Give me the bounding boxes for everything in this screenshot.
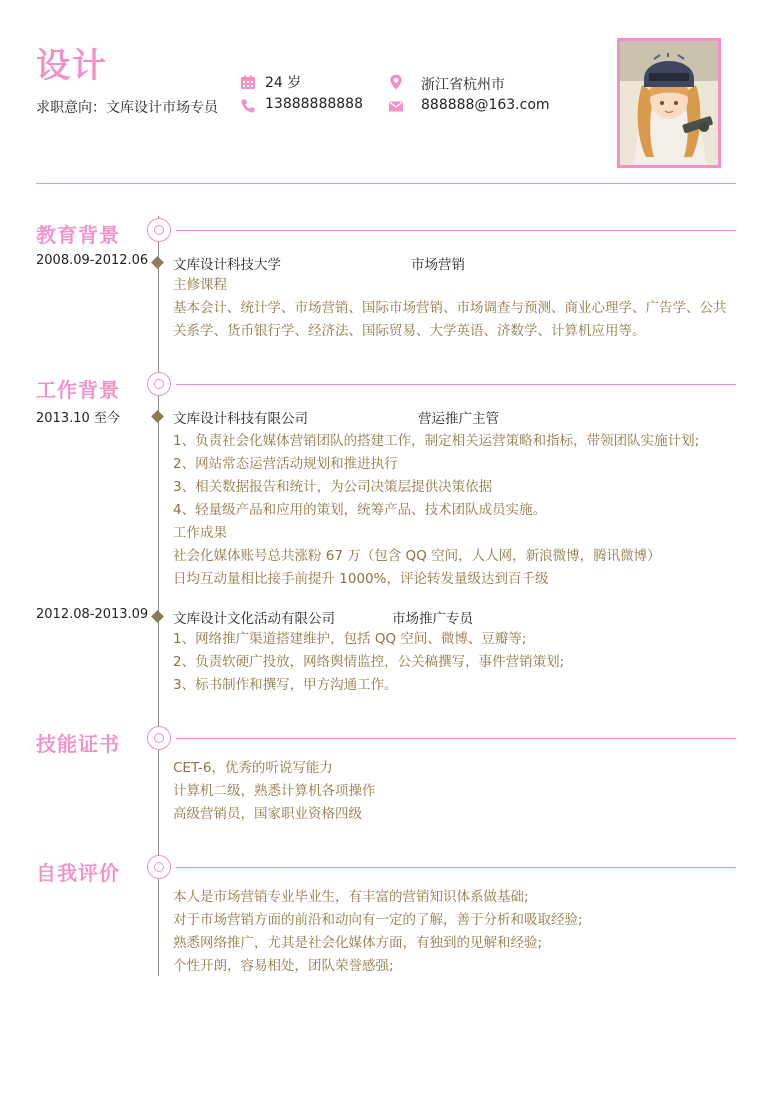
section-title-work: 工作背景 — [36, 378, 120, 402]
entry-date: 2013.10 至今 — [36, 411, 120, 426]
section-title-education: 教育背景 — [36, 223, 120, 247]
avatar-illustration — [620, 41, 718, 165]
entry-detail-line: 关系学、货币银行学、经济法、国际贸易、大学英语、济数学、计算机应用等。 — [173, 323, 646, 339]
section-divider-self — [176, 867, 736, 868]
section-marker-skills — [147, 726, 171, 750]
entry-detail-line: 2、负责软硬广投放，网络舆情监控，公关稿撰写，事件营销策划; — [173, 654, 565, 670]
header-divider — [36, 183, 736, 184]
entry-detail-line: 社会化媒体账号总共涨粉 67 万（包含 QQ 空间，人人网，新浪微博，腾讯微博） — [173, 548, 661, 564]
entry-date: 2012.08-2013.09 — [36, 607, 149, 622]
self-eval-line: 对于市场营销方面的前沿和动向有一定的了解，善于分析和吸取经验; — [173, 912, 583, 928]
section-marker-education — [147, 218, 171, 242]
age-text: 24 岁 — [265, 75, 302, 91]
section-divider-education — [176, 230, 736, 231]
profile-photo — [617, 38, 721, 168]
section-divider-skills — [176, 738, 736, 739]
self-eval-line: 个性开朗，容易相处，团队荣誉感强; — [173, 958, 394, 974]
entry-detail-line: 主修课程 — [173, 277, 227, 293]
phone-icon — [240, 98, 256, 114]
entry-marker — [151, 610, 164, 623]
entry-marker — [151, 410, 164, 423]
section-divider-work — [176, 384, 736, 385]
section-title-self: 自我评价 — [36, 861, 120, 885]
email-text: 888888@163.com — [421, 97, 550, 113]
resume-name: 设计 — [36, 46, 108, 86]
entry-detail-line: 4、轻量级产品和应用的策划，统筹产品、技术团队成员实施。 — [173, 502, 547, 518]
phone-text: 13888888888 — [265, 96, 363, 112]
entry-detail-line: 3、相关数据报告和统计，为公司决策层提供决策依据 — [173, 479, 493, 495]
entry-detail-line: 3、标书制作和撰写，甲方沟通工作。 — [173, 677, 398, 693]
section-marker-work — [147, 372, 171, 396]
entry-date: 2008.09-2012.06 — [36, 253, 149, 268]
entry-organization: 文库设计文化活动有限公司 — [173, 611, 335, 627]
entry-detail-line: 1、负责社会化媒体营销团队的搭建工作，制定相关运营策略和指标，带领团队实施计划; — [173, 433, 700, 449]
section-marker-self — [147, 855, 171, 879]
entry-marker — [151, 256, 164, 269]
entry-organization: 文库设计科技大学 — [173, 257, 281, 273]
skill-line: 计算机二级，熟悉计算机各项操作 — [173, 783, 376, 799]
entry-detail-line: 2、网站常态运营活动规划和推进执行 — [173, 456, 398, 472]
section-title-skills: 技能证书 — [36, 732, 120, 756]
entry-role: 营运推广主管 — [418, 411, 499, 427]
entry-organization: 文库设计科技有限公司 — [173, 411, 308, 427]
entry-role: 市场营销 — [411, 257, 465, 273]
entry-detail-line: 1、网络推广渠道搭建维护，包括 QQ 空间、微博、豆瓣等; — [173, 631, 527, 647]
self-eval-line: 本人是市场营销专业毕业生，有丰富的营销知识体系做基础; — [173, 889, 529, 905]
skill-line: 高级营销员，国家职业资格四级 — [173, 806, 362, 822]
calendar-icon — [240, 74, 256, 90]
entry-detail-line: 工作成果 — [173, 525, 227, 541]
entry-detail-line: 基本会计、统计学、市场营销、国际市场营销、市场调查与预测、商业心理学、广告学、公共 — [173, 300, 727, 316]
job-intent: 求职意向：文库设计市场专员 — [36, 100, 218, 116]
envelope-icon — [388, 98, 404, 114]
entry-role: 市场推广专员 — [392, 611, 473, 627]
self-eval-line: 熟悉网络推广，尤其是社会化媒体方面，有独到的见解和经验; — [173, 935, 543, 951]
location-text: 浙江省杭州市 — [421, 77, 505, 93]
entry-detail-line: 日均互动量相比接手前提升 1000%，评论转发量级达到百千级 — [173, 571, 549, 587]
skill-line: CET-6，优秀的听说写能力 — [173, 760, 333, 776]
location-pin-icon — [388, 74, 404, 90]
